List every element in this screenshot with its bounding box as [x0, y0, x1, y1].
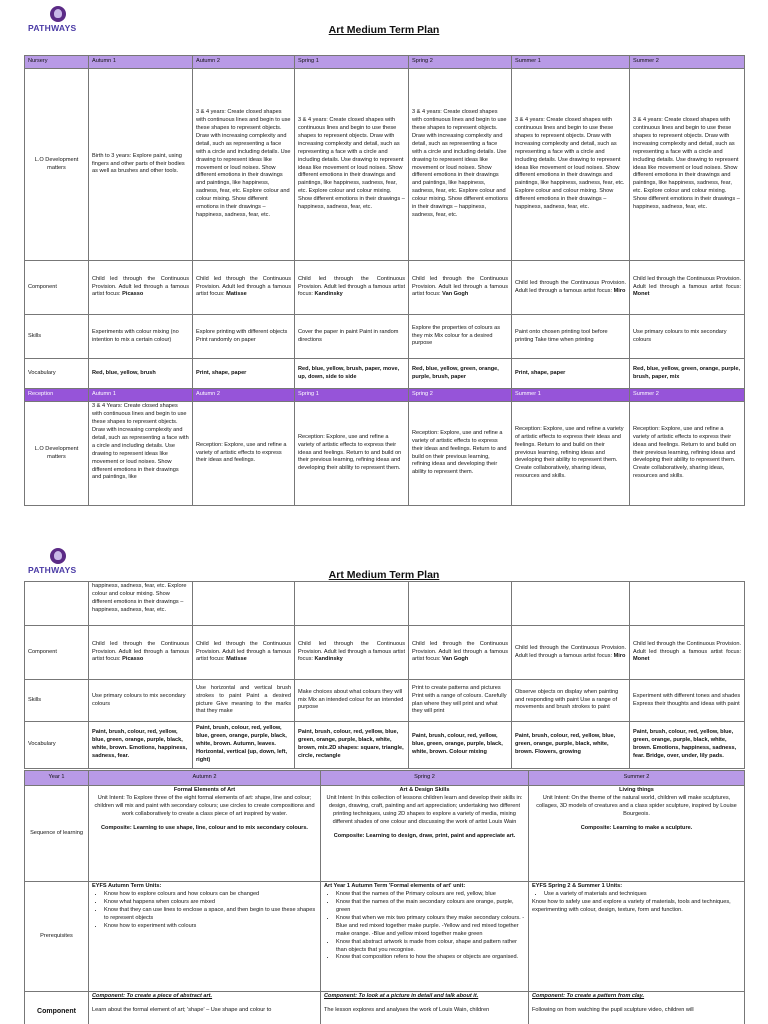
component-text: Child led through the Continuous Provision. Adult led through a famous artist focus:	[515, 279, 626, 294]
row-label	[25, 582, 89, 626]
lo-cell: 3 & 4 years: Create closed shapes with continuous lines and begin to use these shapes to represent objects. Draw with increasing complexity and detail, such as representing a face with a circle and including details. Use drawing to represent ideas like movement or loud noises. Show different emotions in their drawings and paintings, like happiness, sadness, fear, etc. Explore colour and colour mixing. Show different emotions in their drawings – happiness, sadness, fear, etc.	[295, 69, 409, 261]
vocab-cell: Red, blue, yellow, green, orange, purple, brush, paper	[409, 359, 512, 389]
component-text: Following on from watching the pupil sculpture video, children will	[532, 1006, 694, 1013]
component-text: Child led through the Continuous Provision. Adult led through a famous artist focus:	[412, 275, 508, 298]
year1-table	[24, 770, 745, 1024]
vocab-cell: Paint, brush, colour, red, yellow, blue, green, orange, purple, black, white, brown. Flowers, growing	[512, 722, 630, 769]
component-text: The lesson explores and analyses the work of Louis Wain, children	[324, 1006, 490, 1013]
component-cell	[193, 261, 295, 315]
logo-emblem-icon	[50, 548, 66, 564]
artist-name: Van Gogh	[442, 291, 469, 298]
logo-word: PATHWAYS	[28, 23, 77, 33]
component-text: Child led through the Continuous Provision. Adult led through a famous artist focus:	[633, 640, 741, 655]
artist-name: Miro	[613, 652, 626, 659]
reception-cont-table	[24, 581, 745, 769]
reception-vocab-row	[25, 722, 745, 769]
vocab-cell: Paint, brush, colour, red, yellow, blue, green, orange, purple, black, white, brown. Emotions, happiness, sadness, fear.	[89, 722, 193, 769]
sequence-intent: Unit Intent: To Explore three of the eight formal elements of art: shape, line and colour; children will mix and paint with secondary colours; use circles to create compositions and work collaboratively to create a class piece of art inspired by water.	[94, 794, 315, 817]
component-cell	[295, 626, 409, 680]
artist-name: Kandinsky	[314, 291, 343, 298]
reception-lo-row	[25, 402, 745, 506]
prereq-title: Art Year 1 Autumn Term 'Formal elements of art' unit:	[324, 883, 466, 889]
lo-cell	[630, 582, 745, 626]
lo-cell	[409, 582, 512, 626]
artist-name: Picasso	[122, 656, 144, 663]
lo-cell: 3 & 4 years: Create closed shapes with continuous lines and begin to use these shapes to represent objects. Draw with increasing complexity and detail, such as representing a face with a circle and including details. Use drawing to represent ideas like movement or loud noises. Show different emotions in their drawings and paintings, like happiness, sadness, fear, etc. Explore colour and colour mixing. Show different emotions in their drawings – happiness, sadness, fear, etc.	[630, 69, 745, 261]
component-cell	[89, 992, 321, 1024]
nursery-header-cell: Autumn 2	[193, 56, 295, 69]
sequence-heading: Living things	[619, 787, 654, 793]
prereq-list	[324, 891, 525, 962]
prereq-title: EYFS Autumn Term Units:	[92, 883, 162, 889]
nursery-header-cell: Spring 2	[409, 56, 512, 69]
year1-header-row	[25, 771, 745, 786]
reception-header-cell: Reception	[25, 389, 89, 402]
prereq-list	[92, 891, 317, 931]
list-item: • Use a variety of materials and techniques	[544, 891, 741, 899]
lo-cell: Reception: Explore, use and refine a variety of artistic effects to express their ideas and feelings. Return to and build on their previous learning, refining ideas and developing their ability to represent them. Create collaboratively, sharing ideas, resources and skills.	[512, 402, 630, 506]
list-item: • Know that the names of the Primary colours are red, yellow, blue	[336, 891, 525, 899]
reception-skills-row	[25, 680, 745, 722]
component-cell	[512, 626, 630, 680]
component-text: Child led through the Continuous Provision. Adult led through a famous artist focus:	[92, 275, 189, 298]
list-item: • Know that abstract artwork is made from colour, shape and pattern rather than objects that you recognise.	[336, 939, 525, 955]
skills-cell: Explore the properties of colours as they mix Mix colour for a desired purpose	[409, 315, 512, 359]
skills-cell: Use primary colours to mix secondary colours	[630, 315, 745, 359]
nursery-header-cell: Summer 2	[630, 56, 745, 69]
nursery-header-row	[25, 56, 745, 69]
lo-cell: 3 & 4 years: Create closed shapes with continuous lines and begin to use these shapes to represent objects. Draw with increasing complexity and detail, such as representing a face with a circle and including details. Use drawing to represent ideas like movement or loud noises. Show different emotions in their drawings and paintings, like happiness, sadness, fear, etc. Explore colour and colour mixing. Show different emotions in their drawings – happiness, sadness, fear, etc.	[512, 69, 630, 261]
list-item: • Know that they can use lines to enclose a space, and then begin to use these shapes to represent objects	[104, 907, 317, 923]
row-label: Component	[25, 626, 89, 680]
row-label: Prerequisites	[25, 882, 89, 992]
list-item: • Know how to explore colours and how colours can be changed	[104, 891, 317, 899]
component-cell	[321, 992, 529, 1024]
lo-cell: Reception: Explore, use and refine a variety of artistic effects to express their ideas and feelings. Return to and build on their previous learning, refining ideas and developing their ability to represent them.	[409, 402, 512, 506]
component-text: Child led through the Continuous Provision. Adult led through a famous artist focus:	[298, 640, 405, 663]
component-cell	[512, 261, 630, 315]
lo-cell	[193, 582, 295, 626]
skills-cell: Print to create patterns and pictures Print with a range of colours. Carefully plan where they will print and what they will print	[409, 680, 512, 722]
lo-cell	[512, 582, 630, 626]
sequence-cell	[89, 786, 321, 882]
vocab-cell: Red, blue, yellow, green, orange, purple, brush, paper, mix	[630, 359, 745, 389]
year1-header-cell: Summer 2	[529, 771, 745, 786]
component-text: Child led through the Continuous Provision. Adult led through a famous artist focus:	[412, 640, 508, 663]
reception-header-cell: Spring 1	[295, 389, 409, 402]
nursery-header-cell: Spring 1	[295, 56, 409, 69]
prereq-cell	[89, 882, 321, 992]
year1-header-cell: Autumn 2	[89, 771, 321, 786]
year1-component-row	[25, 992, 745, 1024]
prereq-cell	[529, 882, 745, 992]
list-item: • Know that when we mix two primary colours they make secondary colours. -Blue and red mixed together make purple. -Yellow and red mixed together make orange. -Blue and yellow mixed together make green	[336, 915, 525, 939]
vocab-cell: Red, blue, yellow, brush, paper, move, up, down, side to side	[295, 359, 409, 389]
lo-cell: 3 & 4 years: Create closed shapes with continuous lines and begin to use these shapes to represent objects. Draw with increasing complexity and detail, such as representing a face with a circle and including details. Use drawing to represent ideas like movement or loud noises. Show different emotions in their drawings and paintings, like happiness, sadness, fear, etc. Explore colour and colour mixing. Show different emotions in their drawings – happiness, sadness, fear, etc.	[193, 69, 295, 261]
row-label: Skills	[25, 680, 89, 722]
prereq-list	[532, 891, 741, 899]
sequence-intent: Unit Intent: In this collection of lessons children learn and develop their skills in: design, drawing, craft, painting and art appreciation; undertaking two different printing techniques, using 2D shapes to explore a variety of media, mixing different shades of one colour and discussing the work of artist Louis Wain	[326, 794, 523, 825]
artist-name: Van Gogh	[442, 656, 469, 663]
component-title: Component: To look at a picture in detail and talk about it.	[324, 993, 479, 999]
vocab-cell: Print, shape, paper	[193, 359, 295, 389]
sequence-composite: Composite: Learning to use shape, line, colour and to mix secondary colours.	[100, 824, 308, 831]
list-item: • Know that the names of the main secondary colours are orange, purple, green	[336, 899, 525, 915]
skills-cell: Experiments with colour mixing (no intention to mix a certain colour)	[89, 315, 193, 359]
year1-header-cell: Year 1	[25, 771, 89, 786]
reception-header-cell: Summer 2	[630, 389, 745, 402]
component-title: Component: To create a pattern from clay.	[532, 993, 645, 999]
prereq-title: EYFS Spring 2 & Summer 1 Units:	[532, 883, 623, 889]
lo-cell: happiness, sadness, fear, etc. Explore colour and colour mixing. Show different emotions in their drawings – happiness, sadness, fear, etc.	[89, 582, 193, 626]
lo-cell: Reception: Explore, use and refine a variety of artistic effects to express their ideas and feelings. Return to and build on their previous learning, refining ideas and developing their ability to represent them. Create collaboratively, sharing ideas, resources and skills.	[630, 402, 745, 506]
artist-name: Miro	[613, 287, 626, 294]
component-cell	[529, 992, 745, 1024]
component-cell	[409, 261, 512, 315]
vocab-cell: Paint, brush, colour, red, yellow, blue, green, orange, purple, black, white, brown, mix.2D shapes: square, triangle, circle, rectangle	[295, 722, 409, 769]
component-title: Component: To create a piece of abstract art.	[92, 993, 213, 999]
component-cell	[630, 626, 745, 680]
year1-sequence-row	[25, 786, 745, 882]
lo-cell	[295, 582, 409, 626]
prereq-cell	[321, 882, 529, 992]
reception-component-row	[25, 626, 745, 680]
vocab-cell: Print, shape, paper	[512, 359, 630, 389]
artist-name: Matisse	[226, 291, 247, 298]
component-cell	[630, 261, 745, 315]
skills-cell: Observe objects on display when painting and responding with paint Use a range of movements and brush strokes to paint	[512, 680, 630, 722]
reception-header-cell: Autumn 2	[193, 389, 295, 402]
page-2	[0, 540, 768, 1024]
component-cell	[409, 626, 512, 680]
sequence-heading: Formal Elements of Art	[173, 787, 236, 793]
nursery-header-cell: Nursery	[25, 56, 89, 69]
row-label: Skills	[25, 315, 89, 359]
sequence-cell	[321, 786, 529, 882]
artist-name: Kandinsky	[314, 656, 343, 663]
component-text: Child led through the Continuous Provision. Adult led through a famous artist focus:	[515, 644, 626, 659]
page-title: Art Medium Term Plan	[328, 24, 440, 36]
sequence-cell	[529, 786, 745, 882]
skills-cell: Use horizontal and vertical brush strokes to paint Paint a desired picture Give meaning to the marks that they make	[193, 680, 295, 722]
list-item: • Know how to experiment with colours	[104, 923, 317, 931]
nursery-lo-row	[25, 69, 745, 261]
component-text: Child led through the Continuous Provision. Adult led through a famous artist focus:	[92, 640, 189, 663]
component-text: Learn about the formal element of art; 'shape' – Use shape and colour to	[92, 1006, 272, 1013]
lo-cell: 3 & 4 years: Create closed shapes with continuous lines and begin to use these shapes to represent objects. Draw with increasing complexity and detail, such as representing a face with a circle and including details. Use drawing to represent ideas like movement or loud noises. Show different emotions in their drawings and paintings, like happiness, sadness, fear, etc. Explore colour and colour mixing. Show different emotions in their drawings – happiness, sadness, fear, etc.	[409, 69, 512, 261]
artist-name: Matisse	[226, 656, 247, 663]
component-text: Child led through the Continuous Provision. Adult led through a famous artist focus:	[196, 275, 291, 298]
lo-cell: Reception: Explore, use and refine a variety of artistic effects to express their ideas and feelings.	[193, 402, 295, 506]
component-text: Child led through the Continuous Provision. Adult led through a famous artist focus:	[298, 275, 405, 298]
row-label: Component	[25, 261, 89, 315]
sequence-composite: Composite: Learning to design, draw, print, paint and appreciate art.	[333, 832, 516, 839]
sequence-heading: Art & Design Skills	[399, 787, 450, 793]
artist-name: Picasso	[122, 291, 144, 298]
row-label: Sequence of learning	[25, 786, 89, 882]
list-item: • Know that composition refers to how the shapes or objects are organised.	[336, 954, 525, 962]
lo-cell: Reception: Explore, use and refine a variety of artistic effects to express their ideas and feelings. Return to and build on their previous learning, refining ideas and developing their ability to represent them.	[295, 402, 409, 506]
skills-cell: Experiment with different tones and shades Express their thoughts and ideas with paint	[630, 680, 745, 722]
lo-cell: 3 & 4 Years: Create closed shapes with continuous lines and begin to use these shapes to represent objects. Draw with increasing complexity and detail, such as representing a face with a circle and including details. Use drawing to represent ideas like movement or loud noises. Show different emotions in their drawings and paintings, like	[89, 402, 193, 506]
nursery-table	[24, 55, 745, 506]
prereq-text: Know how to safely use and explore a variety of materials, tools and techniques, experimenting with colour, design, texture, form and function.	[532, 898, 731, 913]
component-cell	[89, 261, 193, 315]
nursery-header-cell: Summer 1	[512, 56, 630, 69]
nursery-vocab-row	[25, 359, 745, 389]
vocab-cell: Paint, brush, colour, red, yellow, blue, green, orange, purple, black, white, brown. Emotions, happiness, sadness, fear. Bridge, over, under, lily pads.	[630, 722, 745, 769]
skills-cell: Make choices about what colours they will mix Mix an intended colour for an intended purpose	[295, 680, 409, 722]
row-label: Component	[25, 992, 89, 1024]
component-cell	[89, 626, 193, 680]
vocab-cell: Red, blue, yellow, brush	[89, 359, 193, 389]
component-text: Child led through the Continuous Provision. Adult led through a famous artist focus:	[633, 275, 741, 290]
row-label: L.O Development matters	[25, 402, 89, 506]
skills-cell: Cover the paper in paint Paint in random directions	[295, 315, 409, 359]
skills-cell: Explore printing with different objects Print randomly on paper	[193, 315, 295, 359]
artist-name: Monet	[633, 291, 650, 298]
skills-cell: Use primary colours to mix secondary colours	[89, 680, 193, 722]
component-text: Child led through the Continuous Provision. Adult led through a famous artist focus:	[196, 640, 291, 663]
skills-cell: Paint onto chosen printing tool before printing Take time when printing	[512, 315, 630, 359]
reception-header-cell: Autumn 1	[89, 389, 193, 402]
component-cell	[295, 261, 409, 315]
lo-cell: Birth to 3 years: Explore paint, using fingers and other parts of their bodies as well as brushes and other tools.	[89, 69, 193, 261]
row-label: L.O Development matters	[25, 69, 89, 261]
nursery-skills-row	[25, 315, 745, 359]
nursery-component-row	[25, 261, 745, 315]
component-cell	[193, 626, 295, 680]
row-label: Vocabulary	[25, 722, 89, 769]
vocab-cell: Paint, brush, colour, red, yellow, blue, green, orange, purple, black, white, brown. Colour mixing	[409, 722, 512, 769]
page-title: Art Medium Term Plan	[328, 569, 440, 581]
artist-name: Monet	[633, 656, 650, 663]
year1-header-cell: Spring 2	[321, 771, 529, 786]
reception-lo-cont-row	[25, 582, 745, 626]
sequence-intent: Unit Intent: On the theme of the natural world, children will make sculptures, collages, 3D models of creatures and a class spider sculpture, inspired by Louise Bourgeois.	[536, 794, 737, 817]
reception-header-cell: Summer 1	[512, 389, 630, 402]
reception-header-cell: Spring 2	[409, 389, 512, 402]
row-label: Vocabulary	[25, 359, 89, 389]
vocab-cell: Paint, brush, colour, red, yellow, blue, green, orange, purple, black, white, brown. Autumn, leaves. Horizontal, vertical (up, down, left, right)	[193, 722, 295, 769]
logo-emblem-icon	[50, 6, 66, 22]
year1-prereq-row	[25, 882, 745, 992]
reception-header-row	[25, 389, 745, 402]
list-item: • Know what happens when colours are mixed	[104, 899, 317, 907]
nursery-header-cell: Autumn 1	[89, 56, 193, 69]
sequence-composite: Composite: Learning to make a sculpture.	[580, 824, 693, 831]
logo-word: PATHWAYS	[28, 565, 77, 575]
